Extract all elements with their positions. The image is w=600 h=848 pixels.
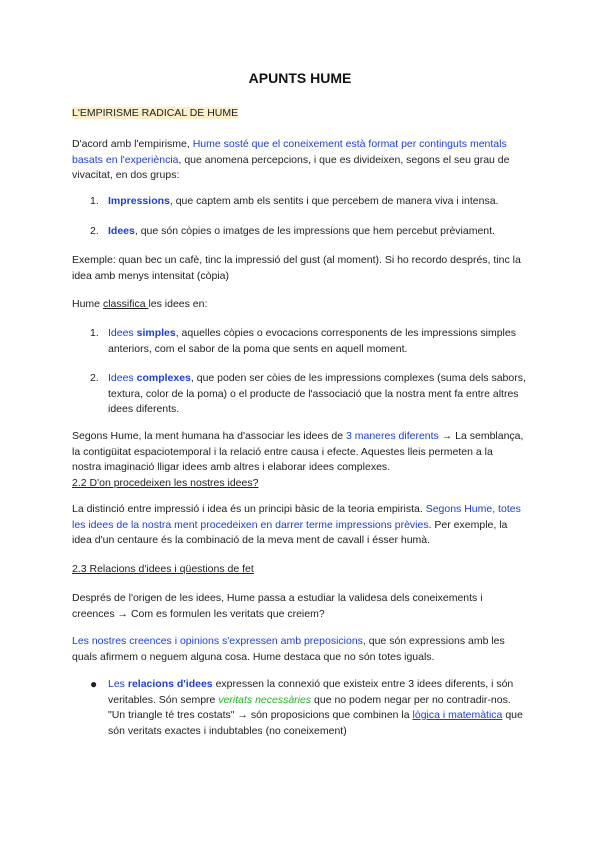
term-complexes: complexes	[136, 372, 191, 384]
list-number: 2.	[90, 372, 99, 384]
term-relacions-idees: relacions d'idees	[127, 678, 213, 690]
distinction-text-end: . Per exemple, la idea d'un centaure és la combinació de la meva ment de cavall i ésser humà.	[72, 518, 508, 546]
bullet-relacions-idees	[108, 677, 528, 739]
term-idees: Idees	[108, 372, 137, 384]
intro-paragraph	[72, 137, 524, 184]
list-item-idees	[108, 224, 528, 240]
bullet-text: expressen la connexió que existeix entre 3 idees diferents, i són veritables. Són sempre	[108, 678, 514, 706]
highlighted-heading: L'EMPIRISME RADICAL DE HUME	[72, 107, 239, 119]
intro-blue-text: Hume sosté que el coneixement està format per continguts mentals basats en l'experiència	[72, 138, 507, 166]
example-paragraph: Exemple: quan bec un cafè, tinc la impressió del gust (al moment). Si ho recordo després, tinc la idea amb menys intensitat (còpia)	[72, 254, 521, 282]
list-number: 1.	[90, 195, 99, 207]
item-text: , que són còpies o imatges de les impressions que hem percebut prèviament.	[134, 225, 495, 237]
beliefs-blue-text: Les nostres creences i opinions s'expressen amb preposicions	[72, 635, 363, 647]
item-text: , que poden ser còies de les impressions complexes (suma dels sabors, textura, color de la poma) o el producte de l'associació que la nostra ment fa entre altres idees diferents.	[108, 372, 526, 415]
term-idees: Idees	[108, 327, 137, 339]
associate-text: Segons Hume, la ment humana ha d'associar les idees de	[72, 430, 346, 442]
distinction-paragraph	[72, 502, 524, 549]
origin-paragraph: Després de l'origen de les idees, Hume passa a estudiar la validesa dels coneixements i creences → Com es formulen les veritats que creiem?	[72, 592, 483, 620]
section-heading-empirisme	[72, 106, 524, 122]
bullet-blue-text: Les	[108, 678, 128, 690]
term-idees: Idees	[108, 225, 135, 237]
list-number: 1.	[90, 327, 99, 339]
bullet-dot: ●	[90, 677, 98, 691]
intro-text: D'acord amb l'empirisme,	[72, 138, 193, 150]
list-item-idees-complexes	[108, 371, 528, 418]
green-italic-term: veritats necessàries	[218, 693, 312, 706]
associate-paragraph	[72, 429, 524, 491]
bullet-text-2: que no podem negar per no contradir-nos. "Un triangle té tres costats" → són proposicions que combinen la	[108, 693, 511, 721]
associate-text-end: → La semblança, la contigüitat espaciotemporal i la relació entre causa i efecte. Aquestes lleis permeten a la nostra imaginació lligar idees amb altres i elaborar idees complexes.	[72, 430, 524, 473]
beliefs-paragraph	[72, 634, 524, 665]
classify-text: Hume	[72, 298, 103, 310]
list-item-impressions	[108, 194, 528, 210]
distinction-blue-text: Segons Hume, totes les idees de la nostra ment procedeixen en darrer terme impressions prèvies	[72, 503, 521, 531]
bullet-text-3: que són veritats exactes i indubtables (no coneixement)	[108, 709, 523, 737]
list-item-idees-simples	[108, 326, 528, 357]
term-simples: simples	[136, 327, 176, 339]
section-heading-origen: 2.2 D'on procedeixen les nostres idees?	[72, 476, 259, 489]
page-title: APUNTS HUME	[248, 70, 352, 86]
section3-text: 2.3 Relacions d'idees i qüestions de fet	[72, 563, 254, 575]
classify-paragraph	[72, 297, 524, 313]
logica-matematica-link[interactable]: lògica i matemàtica	[412, 709, 503, 721]
section-heading-relacions	[72, 562, 524, 578]
distinction-text: La distinció entre impressió i idea és un principi bàsic de la teoria empirista.	[72, 503, 426, 515]
item-text: , aquelles còpies o evocacions corresponents de les impressions simples anteriors, com el sabor de la poma que sents en aquell moment.	[108, 327, 516, 355]
item-text: , que captem amb els sentits i que percebem de manera viva i intensa.	[169, 195, 499, 207]
intro-text-end: , que anomena percepcions, i que es divideixen, segons el seu grau de vivacitat, en dos grups:	[72, 153, 510, 181]
beliefs-text: , que són expressions amb les quals afirmem o neguem alguna cosa. Hume destaca que no són totes iguals.	[72, 635, 505, 663]
term-impressions: Impressions	[108, 195, 170, 207]
classify-text-end: les idees en:	[148, 298, 208, 310]
classify-underlined: classifica	[102, 298, 149, 310]
associate-blue-text: 3 maneres diferents	[346, 430, 439, 442]
list-number: 2.	[90, 225, 99, 237]
